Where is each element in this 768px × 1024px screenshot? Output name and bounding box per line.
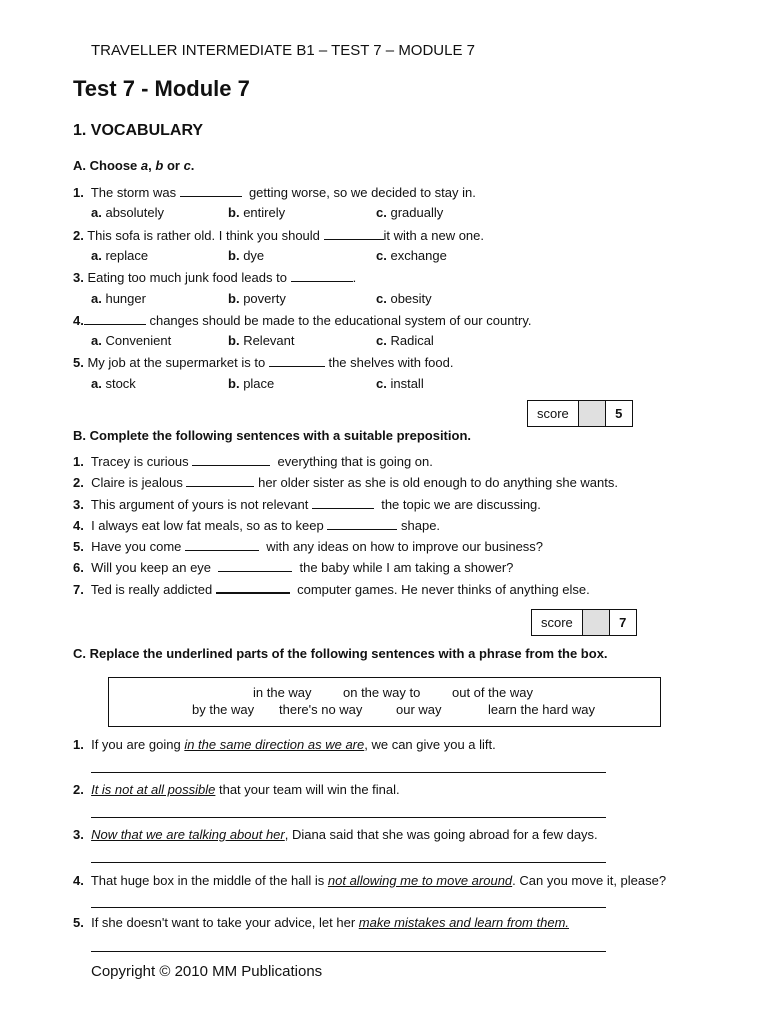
question-a2: 2. This sofa is rather old. I think you should it with a new one. (73, 228, 484, 243)
option-a[interactable]: a. absolutely (91, 205, 165, 220)
score-entry[interactable] (583, 610, 610, 635)
question-a3: 3. Eating too much junk food leads to . (73, 270, 357, 285)
answer-blank[interactable] (327, 517, 397, 530)
option-b[interactable]: b. place (228, 376, 275, 391)
phrase-item: our way (396, 702, 442, 717)
phrase-item: out of the way (452, 685, 533, 700)
phrase-item: in the way (253, 685, 312, 700)
answer-blank[interactable] (216, 580, 290, 594)
phrase-item: by the way (192, 702, 255, 717)
question-b7: 7. Ted is really addicted computer games. He never thinks of anything else. (73, 582, 590, 597)
answer-blank[interactable] (218, 559, 292, 572)
copyright-footer: Copyright © 2010 MM Publications (91, 963, 323, 980)
score-label: score (532, 610, 583, 635)
option-b[interactable]: b. entirely (228, 205, 286, 220)
part-c-heading: C. Replace the underlined parts of the following sentences with a phrase from the box. (73, 646, 608, 661)
option-a[interactable]: a. stock (91, 376, 136, 391)
question-a4: 4. changes should be made to the educational system of our country. (73, 313, 532, 328)
option-c[interactable]: c. exchange (376, 248, 447, 263)
score-box-b (531, 609, 637, 636)
answer-blank[interactable] (84, 312, 146, 325)
part-b-heading: B. Complete the following sentences with a suitable preposition. (73, 428, 471, 443)
answer-line[interactable] (91, 907, 606, 908)
phrase-box (108, 677, 661, 727)
question-a1: 1. The storm was getting worse, so we decided to stay in. (73, 185, 476, 200)
page-title: Test 7 - Module 7 (73, 76, 250, 101)
answer-blank[interactable] (185, 538, 259, 551)
answer-line[interactable] (91, 772, 606, 773)
question-c1: 1. If you are going in the same direction as we are, we can give you a lift. (73, 737, 496, 752)
option-a[interactable]: a. hunger (91, 291, 146, 306)
question-b1: 1. Tracey is curious everything that is going on. (73, 454, 433, 469)
answer-blank[interactable] (269, 354, 325, 367)
question-b3: 3. This argument of yours is not relevant the topic we are discussing. (73, 497, 541, 512)
score-max: 5 (615, 406, 623, 421)
option-b[interactable]: b. poverty (228, 291, 286, 306)
document-header: TRAVELLER INTERMEDIATE B1 – TEST 7 – MODULE 7 (91, 42, 476, 59)
question-c3: 3. Now that we are talking about her, Diana said that she was going abroad for a few days. (73, 827, 598, 842)
question-b4: 4. I always eat low fat meals, so as to keep shape. (73, 518, 441, 533)
question-c5: 5. If she doesn't want to take your advice, let her make mistakes and learn from them. (73, 915, 570, 930)
option-a[interactable]: a. Convenient (91, 333, 172, 348)
score-entry[interactable] (579, 401, 606, 426)
score-box-a (527, 400, 633, 427)
phrase-item: on the way to (343, 685, 421, 700)
score-label: score (528, 401, 579, 426)
phrase-item: there's no way (279, 702, 363, 717)
option-c[interactable]: c. Radical (376, 333, 434, 348)
option-c[interactable]: c. gradually (376, 205, 444, 220)
question-a5: 5. My job at the supermarket is to the shelves with food. (73, 355, 454, 370)
answer-blank[interactable] (291, 269, 353, 282)
answer-blank[interactable] (180, 184, 242, 197)
option-c[interactable]: c. install (376, 376, 424, 391)
answer-blank[interactable] (186, 474, 254, 487)
option-b[interactable]: b. dye (228, 248, 265, 263)
answer-line[interactable] (91, 951, 606, 952)
section-heading: 1. VOCABULARY (73, 122, 204, 139)
question-b2: 2. Claire is jealous her older sister as she is old enough to do anything she wants. (73, 475, 618, 490)
option-a[interactable]: a. replace (91, 248, 149, 263)
question-c2: 2. It is not at all possible that your team will win the final. (73, 782, 400, 797)
answer-line[interactable] (91, 817, 606, 818)
answer-blank[interactable] (312, 496, 374, 509)
answer-line[interactable] (91, 862, 606, 863)
part-a-heading: A. Choose a, b or c. (73, 158, 195, 173)
option-b[interactable]: b. Relevant (228, 333, 295, 348)
option-c[interactable]: c. obesity (376, 291, 432, 306)
phrase-item: learn the hard way (488, 702, 595, 717)
answer-blank[interactable] (192, 453, 270, 466)
question-b5: 5. Have you come with any ideas on how to improve our business? (73, 539, 544, 554)
answer-blank[interactable] (324, 227, 384, 240)
score-max: 7 (619, 615, 627, 630)
question-c4: 4. That huge box in the middle of the hall is not allowing me to move around. Can you move it, please? (73, 873, 667, 888)
question-b6: 6. Will you keep an eye the baby while I am taking a shower? (73, 560, 514, 575)
